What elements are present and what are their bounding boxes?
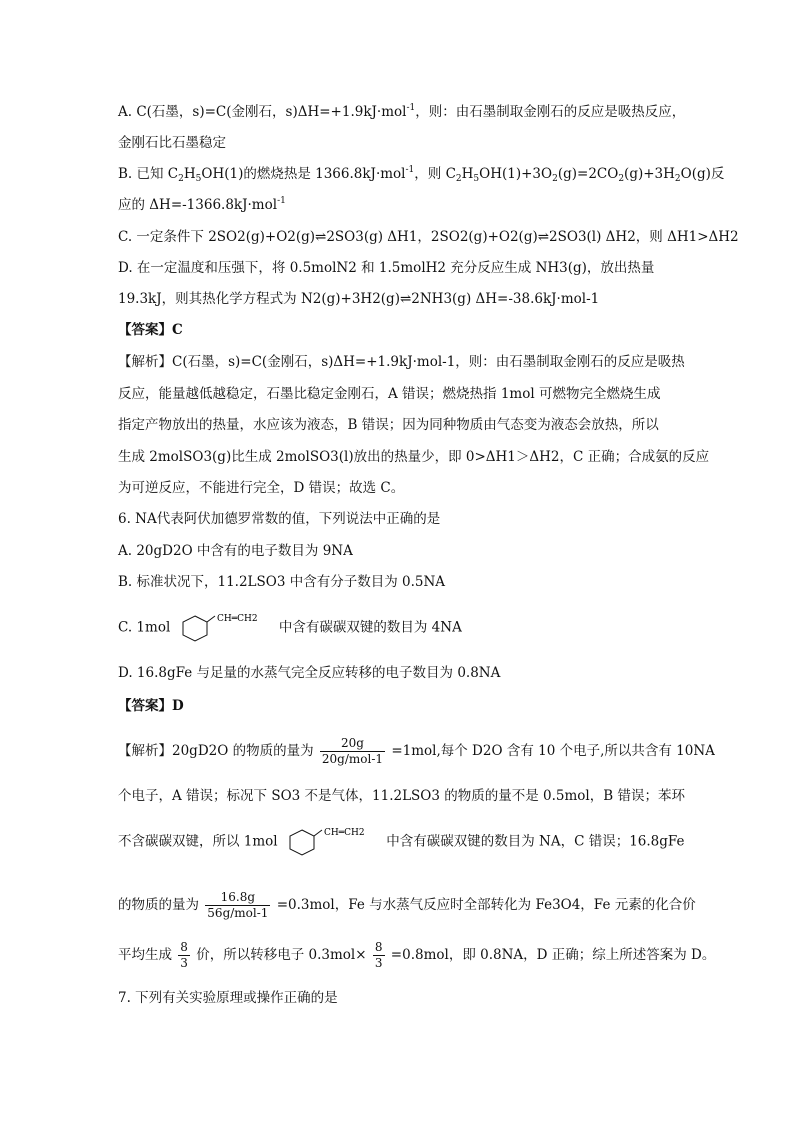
q6-answer: 【答案】D	[118, 698, 184, 714]
q6-option-d: D. 16.8gFe 与足量的水蒸气完全反应转移的电子数目为 0.8NA	[118, 665, 501, 681]
q5-explanation-line4: 生成 2molSO3(g)比生成 2molSO3(l)放出的热量少，即 0>ΔH1＞ΔH2，C 正确；合成氨的反应	[118, 449, 710, 465]
q5-explanation-line1: 【解析】C(石墨，s)=C(金刚石，s)ΔH=+1.9kJ·mol-1，则：由石墨制取金刚石的反应是吸热	[118, 354, 685, 370]
fraction-8-3-b: $\frac{8}{3}$	[374, 940, 383, 970]
styrene-structure-icon-2	[282, 826, 382, 858]
q5-answer: 【答案】C	[118, 322, 183, 338]
q6-option-c	[118, 612, 462, 644]
q6-explanation-line5: 平均生成 $\frac{8}{3}$ 价，所以转移电子 0.3mol× $\frac{8}{3}$ =0.8mol，即 0.8NA，D 正确；综上所述答案为 D。	[118, 940, 716, 970]
q5-option-d-line2: 19.3kJ，则其热化学方程式为 N2(g)+3H2(g)⇌2NH3(g) ΔH=-38.6kJ·mol-1	[118, 291, 600, 307]
fraction-16-8g: $\frac{16.8g}{\text{56g/mol-1}}$	[207, 890, 269, 920]
q5-explanation-line5: 为可逆反应，不能进行完全，D 错误；故选 C。	[118, 480, 405, 496]
q6-explanation-line2: 个电子，A 错误；标况下 SO3 不是气体，11.2LSO3 的物质的量不是 0.5mol，B 错误；苯环	[118, 788, 685, 804]
q6-explanation-line1: 【解析】20gD2O 的物质的量为 $\frac{20g}{\text{20g/mol-1}}$ =1mol,每个 D2O 含有 10 个电子,所以共含有 10NA	[118, 736, 715, 766]
q5-option-a-line1: A. C(石墨，s)=C(金刚石，s)ΔH=+1.9kJ·mol$^{-1}$，则：由石墨制取金刚石的反应是吸热反应，	[118, 103, 686, 120]
styrene-label: CH═CH2	[216, 614, 258, 624]
styrene-label-2: CH═CH2	[323, 828, 365, 838]
fraction-20g: $\frac{20g}{\text{20g/mol-1}}$	[321, 736, 384, 766]
fraction-8-3-a: $\frac{8}{3}$	[180, 940, 188, 970]
q5-option-a-line2: 金刚石比石墨稳定	[118, 135, 226, 151]
q6-option-c-suffix: 中含有碳碳双键的数目为 4NA	[278, 619, 462, 636]
q6-explanation-line3: 不含碳碳双键，所以 1mol CH═CH2 中含有碳碳双键的数目为 NA，C 错误；16.8gFe	[118, 826, 685, 858]
q7-stem: 7. 下列有关实验原理或操作正确的是	[118, 990, 338, 1006]
q5-explanation-line2: 反应，能量越低越稳定，石墨比稳定金刚石，A 错误；燃烧热指 1mol 可燃物完全燃烧生成	[118, 386, 661, 402]
q5-explanation-line3: 指定产物放出的热量，水应该为液态，B 错误；因为同种物质由气态变为液态会放热，所以	[118, 417, 659, 433]
styrene-structure-icon	[175, 612, 275, 644]
q6-option-b: B. 标准状况下，11.2LSO3 中含有分子数目为 0.5NA	[118, 574, 446, 590]
q6-option-c-prefix: C. 1mol	[118, 619, 171, 636]
q5-option-b-line2: 应的 ΔH=-1366.8kJ·mol$^{-1}$	[118, 196, 286, 213]
q5-option-b-line1: B. 已知 $C_2H_5OH(1)$的燃烧热是 1366.8kJ·mol$^{-1}$，则 $C_2H_5OH(1)+3O_2(g)=2CO_2(g)+3H_2O(g)$反	[118, 165, 725, 184]
q6-explanation-line4: 的物质的量为 $\frac{16.8g}{\text{56g/mol-1}}$ =0.3mol，Fe 与水蒸气反应时全部转化为 Fe3O4，Fe 元素的化合价	[118, 890, 696, 920]
q5-option-d-line1: D. 在一定温度和压强下，将 0.5molN2 和 1.5molH2 充分反应生成 NH3(g)，放出热量	[118, 260, 655, 276]
q5-option-c: C. 一定条件下 2SO2(g)+O2(g)⇌2SO3(g) ΔH1，2SO2(g)+O2(g)⇌2SO3(l) ΔH2，则 ΔH1>ΔH2	[118, 229, 739, 245]
q6-option-a: A. 20gD2O 中含有的电子数目为 9NA	[118, 543, 353, 559]
q6-stem: 6. NA代表阿伏加德罗常数的值，下列说法中正确的是	[118, 511, 441, 527]
